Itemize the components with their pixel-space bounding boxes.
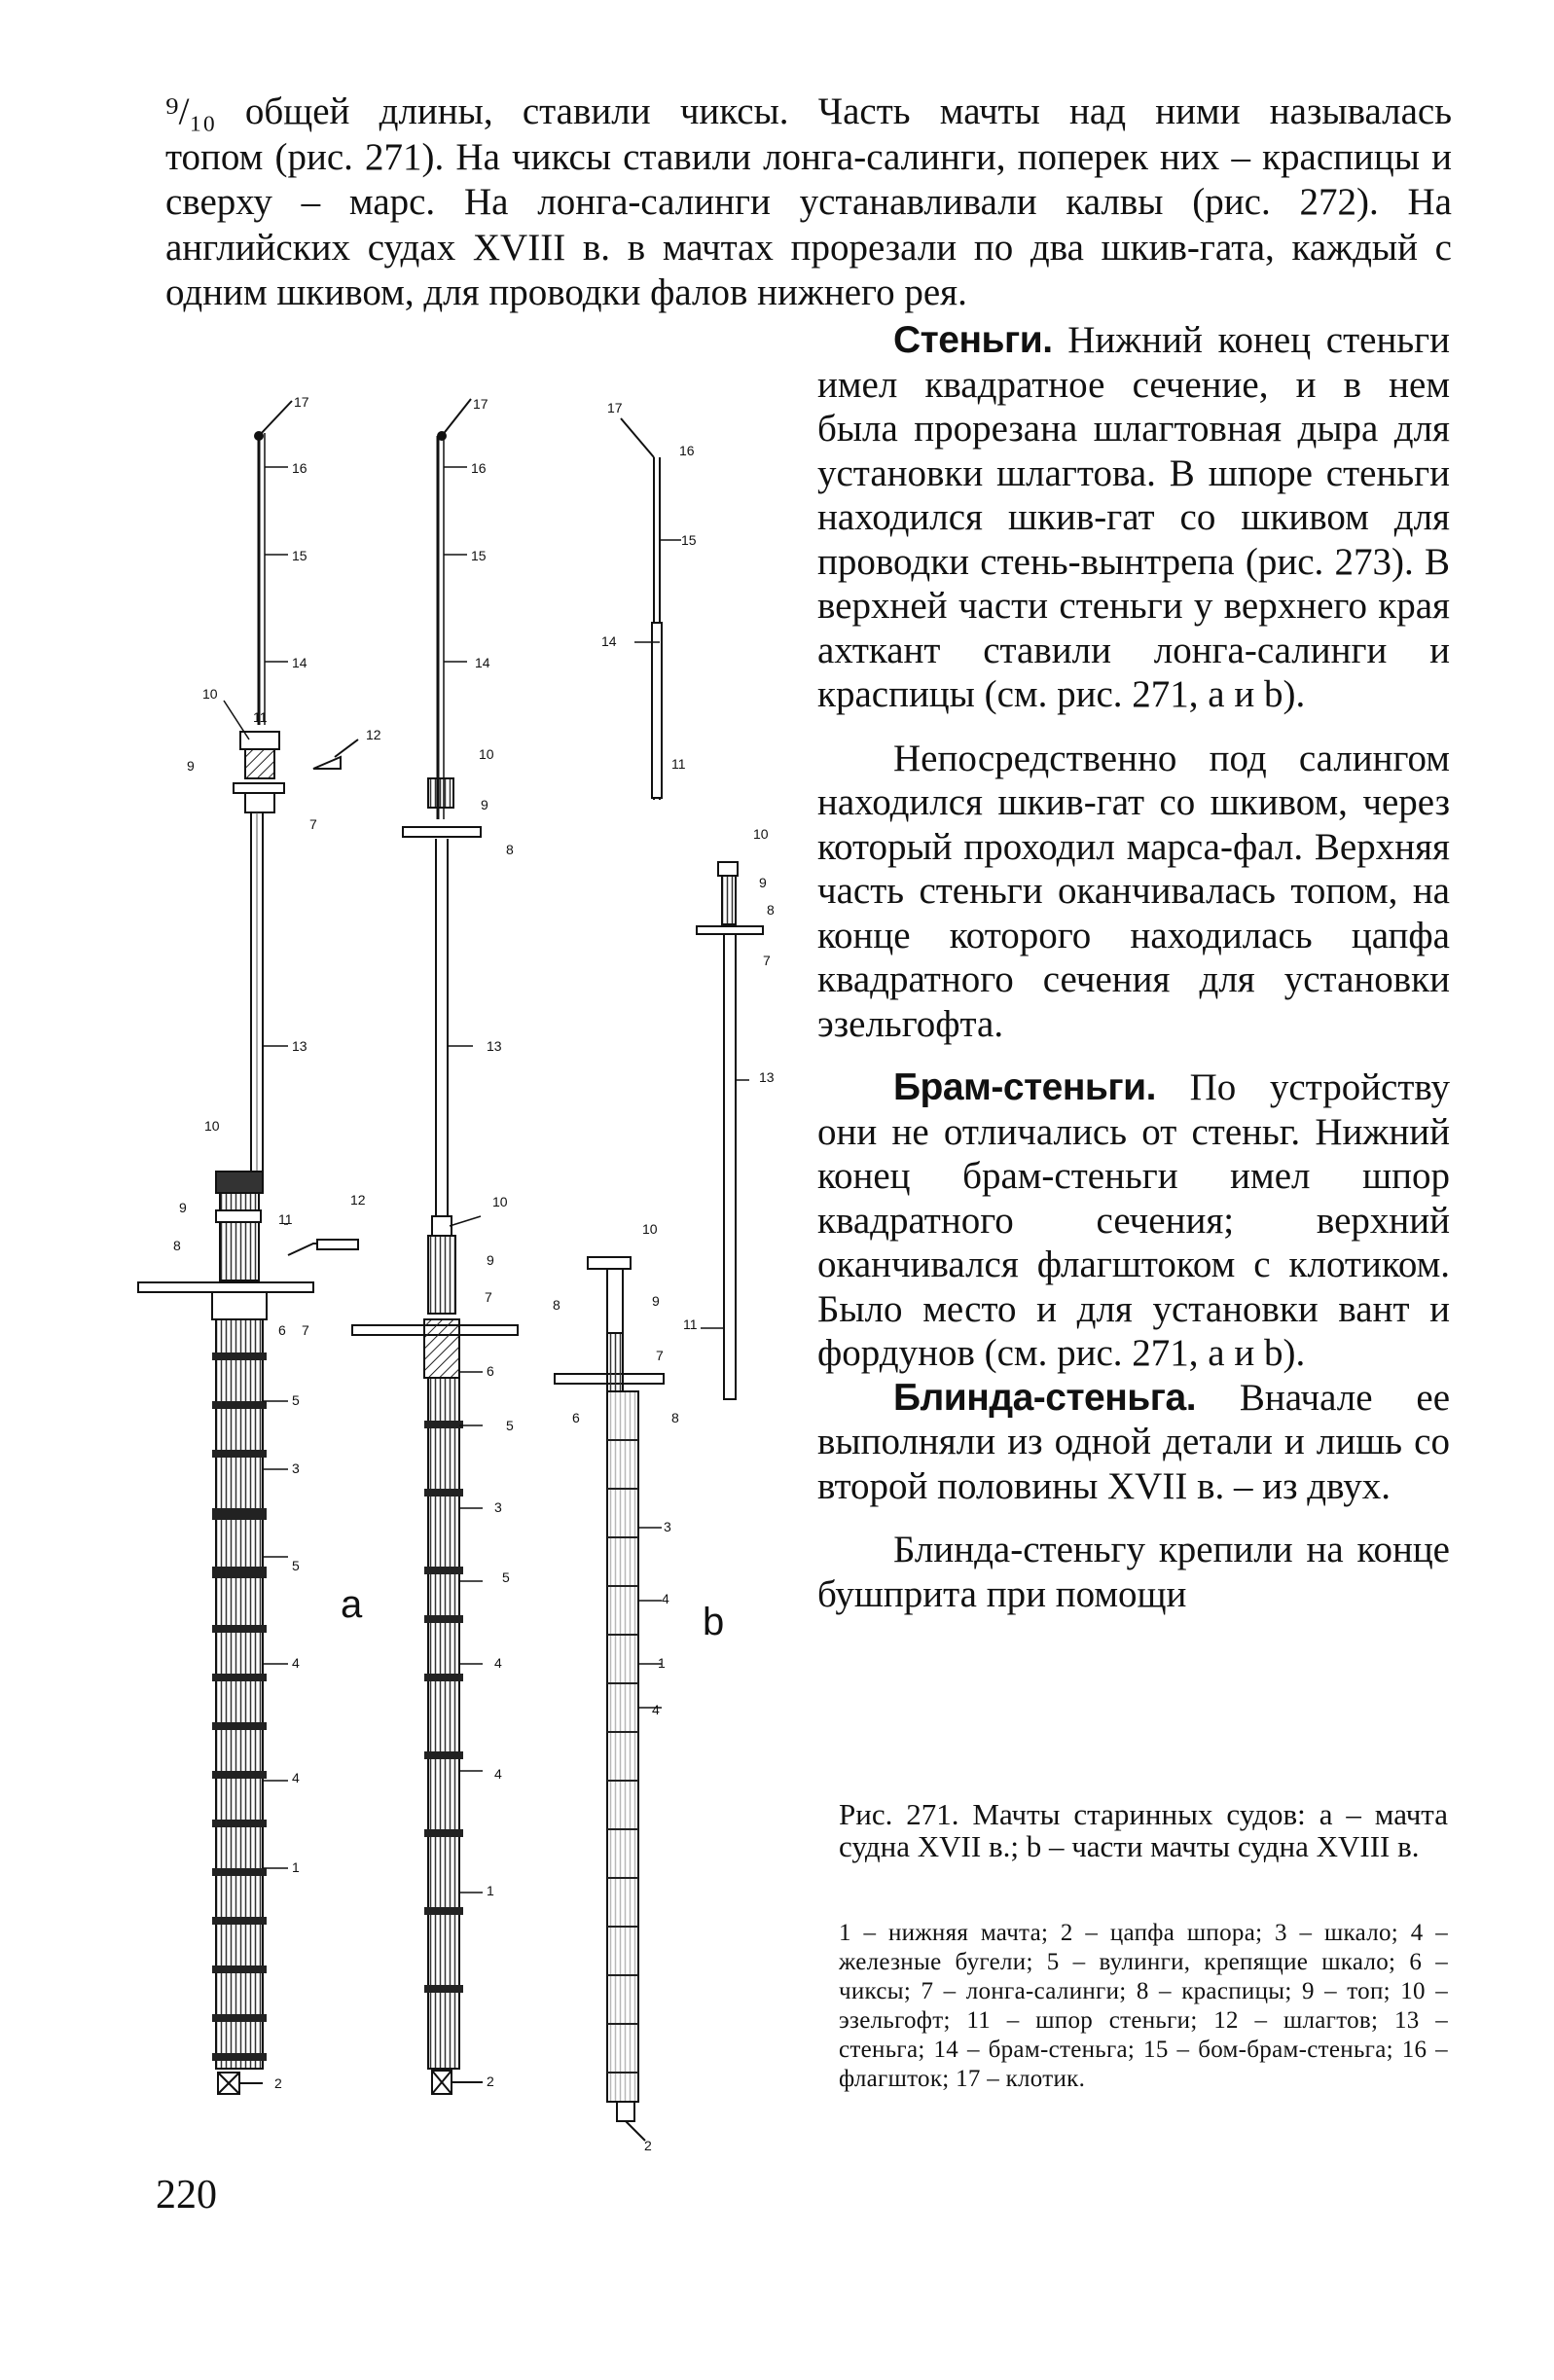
stengi-heading: Стеньги. bbox=[893, 319, 1053, 361]
callout-6-a3: 6 bbox=[487, 1363, 494, 1379]
callout-8-a3: 8 bbox=[506, 842, 514, 857]
callout-17-a3: 17 bbox=[473, 396, 488, 412]
callout-16-a: 16 bbox=[292, 460, 307, 476]
callout-1-b: 1 bbox=[658, 1655, 666, 1671]
intro-line-1: ⁹/₁₀ общей длины, ставили чиксы. Часть мачты над ними называлась bbox=[165, 90, 1452, 132]
callout-17-a: 17 bbox=[294, 394, 309, 410]
callout-7-b2: 7 bbox=[656, 1348, 664, 1363]
callout-15-b: 15 bbox=[681, 532, 697, 548]
page-number: 220 bbox=[156, 2173, 217, 2218]
callout-9-b2: 9 bbox=[652, 1293, 660, 1309]
callout-4-a4: 4 bbox=[494, 1766, 502, 1782]
callout-8-b2: 8 bbox=[671, 1410, 679, 1425]
callout-13-a: 13 bbox=[292, 1038, 307, 1054]
callout-10-b2: 10 bbox=[642, 1221, 658, 1237]
callout-8-b: 8 bbox=[767, 902, 775, 918]
callout-2-b: 2 bbox=[644, 2138, 652, 2153]
figure-label-a: a bbox=[341, 1583, 363, 1626]
callout-1-a3: 1 bbox=[487, 1883, 494, 1898]
figure-legend-text: 1 – нижняя мачта; 2 – цапфа шпора; 3 – шкало; 4 – железные бугели; 5 – вулинги, крепящие шкало; 6 – чиксы; 7 – лонга-салинги; 8 – краспицы; 9 – топ; 10 – эзельгофт; 11 – шпор стеньги; 12 – шлагтов; 13 – стеньга; 14 – брам-стеньга; 15 – бом-брам-стеньга; 16 – флагшток; 17 – клотик. bbox=[839, 1920, 1448, 2092]
callout-9-a2: 9 bbox=[179, 1200, 187, 1215]
leader-lines bbox=[224, 467, 749, 1893]
callout-15-a: 15 bbox=[292, 548, 307, 563]
callout-13-b: 13 bbox=[759, 1069, 775, 1085]
stengi-paragraph-2: Непосредственно под салингом находился шкив-гат со шкивом, через который проходил марса-фал. Верхняя часть стеньги оканчивалась топом, на конце которого находилась цапфа квадратного сечения для установки эзельгофта. bbox=[817, 737, 1450, 1045]
callout-5-a2: 5 bbox=[292, 1558, 300, 1573]
callout-11-b: 11 bbox=[671, 756, 686, 772]
callout-9-a3: 9 bbox=[481, 797, 488, 812]
callout-1-a: 1 bbox=[292, 1859, 300, 1875]
callout-10-a3: 10 bbox=[479, 746, 494, 762]
callout-3-b: 3 bbox=[664, 1519, 671, 1534]
callout-11-b2: 11 bbox=[683, 1316, 698, 1332]
callout-11-a: 11 bbox=[253, 709, 268, 725]
callout-4-a2: 4 bbox=[292, 1770, 300, 1785]
callout-10-a2: 10 bbox=[204, 1118, 220, 1134]
callout-5-a4: 5 bbox=[502, 1569, 510, 1585]
callout-9-b: 9 bbox=[759, 875, 767, 890]
intro-line-rest: топом (рис. 271). На чиксы ставили лонга-салинги, поперек них – краспицы и сверху – марс. На лонга-салинги устанавливали калвы (рис. 272). На английских судах XVIII в. в мачтах прорезали по два шкив-гата, каждый с одним шкивом, для проводки фалов нижнего рея. bbox=[165, 135, 1452, 313]
stengi-text: Нижний конец стеньги имел квадратное сечение, и в нем была прорезана шлагтовная дыра для установки шлагтова. В шпоре стеньги находился шкив-гат со шкивом для проводки стень-вынтрепа (рис. 273). В верхней части стеньги у верхнего края ахткант ставили лонга-салинги и краспицы (см. рис. 271, а и b). bbox=[817, 319, 1450, 715]
blinda-text: Вначале ее выполняли из одной детали и лишь со второй половины XVII в. – из двух. bbox=[817, 1376, 1451, 1507]
bram-text: По устройству они не отличались от стеньг. Нижний конец брам-стеньги имел шпор квадратного сечения; верхний оканчивался флагштоком с клотиком. Было место и для установки вант и фордунов (см. рис. 271, а и b). bbox=[817, 1066, 1450, 1374]
callout-14-b: 14 bbox=[601, 633, 617, 649]
callout-5-a3: 5 bbox=[506, 1418, 514, 1433]
callout-12-a: 12 bbox=[366, 727, 381, 742]
callout-3-a: 3 bbox=[292, 1460, 300, 1476]
callout-8-a4: 8 bbox=[553, 1297, 560, 1313]
callout-8-a: 8 bbox=[173, 1238, 181, 1253]
mast-b bbox=[555, 418, 763, 2141]
callout-10-b: 10 bbox=[753, 826, 769, 842]
callout-6-a: 6 bbox=[278, 1322, 286, 1338]
callout-10-a: 10 bbox=[202, 686, 218, 702]
callout-4-b: 4 bbox=[662, 1591, 669, 1606]
callout-3-a3: 3 bbox=[494, 1499, 502, 1515]
blinda-paragraph-2: Блинда-стеньгу крепили на конце бушприта при помощи bbox=[817, 1529, 1450, 1615]
callout-12-a2: 12 bbox=[350, 1192, 366, 1208]
blinda-heading: Блинда-стеньга. bbox=[893, 1376, 1197, 1419]
mast-a-right bbox=[352, 399, 518, 2094]
callout-5-a: 5 bbox=[292, 1392, 300, 1408]
callout-2-a: 2 bbox=[274, 2075, 282, 2091]
callout-2-a3: 2 bbox=[487, 2073, 494, 2089]
callout-7-b: 7 bbox=[763, 953, 771, 968]
bram-heading: Брам-стеньги. bbox=[893, 1066, 1156, 1108]
figure-label-b: b bbox=[703, 1601, 725, 1643]
callout-4-b2: 4 bbox=[652, 1702, 660, 1717]
callout-14-a: 14 bbox=[292, 655, 307, 670]
callout-6-b: 6 bbox=[572, 1410, 580, 1425]
callout-14-a3: 14 bbox=[475, 655, 490, 670]
callout-11-a2: 11 bbox=[278, 1211, 293, 1227]
callout-13-a3: 13 bbox=[487, 1038, 502, 1054]
callout-16-a3: 16 bbox=[471, 460, 487, 476]
callout-10-a4: 10 bbox=[492, 1194, 508, 1209]
callout-9-a: 9 bbox=[187, 758, 195, 774]
callout-17-b: 17 bbox=[607, 400, 623, 415]
mast-a bbox=[138, 401, 358, 2094]
callout-16-b: 16 bbox=[679, 443, 695, 458]
callout-9-a4: 9 bbox=[487, 1252, 494, 1268]
callout-7-a: 7 bbox=[309, 816, 317, 832]
callout-7-a4: 7 bbox=[485, 1289, 492, 1305]
callout-4-a: 4 bbox=[292, 1655, 300, 1671]
figure-caption-text: Рис. 271. Мачты старинных судов: а – мачта судна XVII в.; b – части мачты судна XVIII в. bbox=[839, 1797, 1448, 1863]
callout-7-a2: 7 bbox=[302, 1322, 309, 1338]
callout-4-a3: 4 bbox=[494, 1655, 502, 1671]
callout-15-a3: 15 bbox=[471, 548, 487, 563]
